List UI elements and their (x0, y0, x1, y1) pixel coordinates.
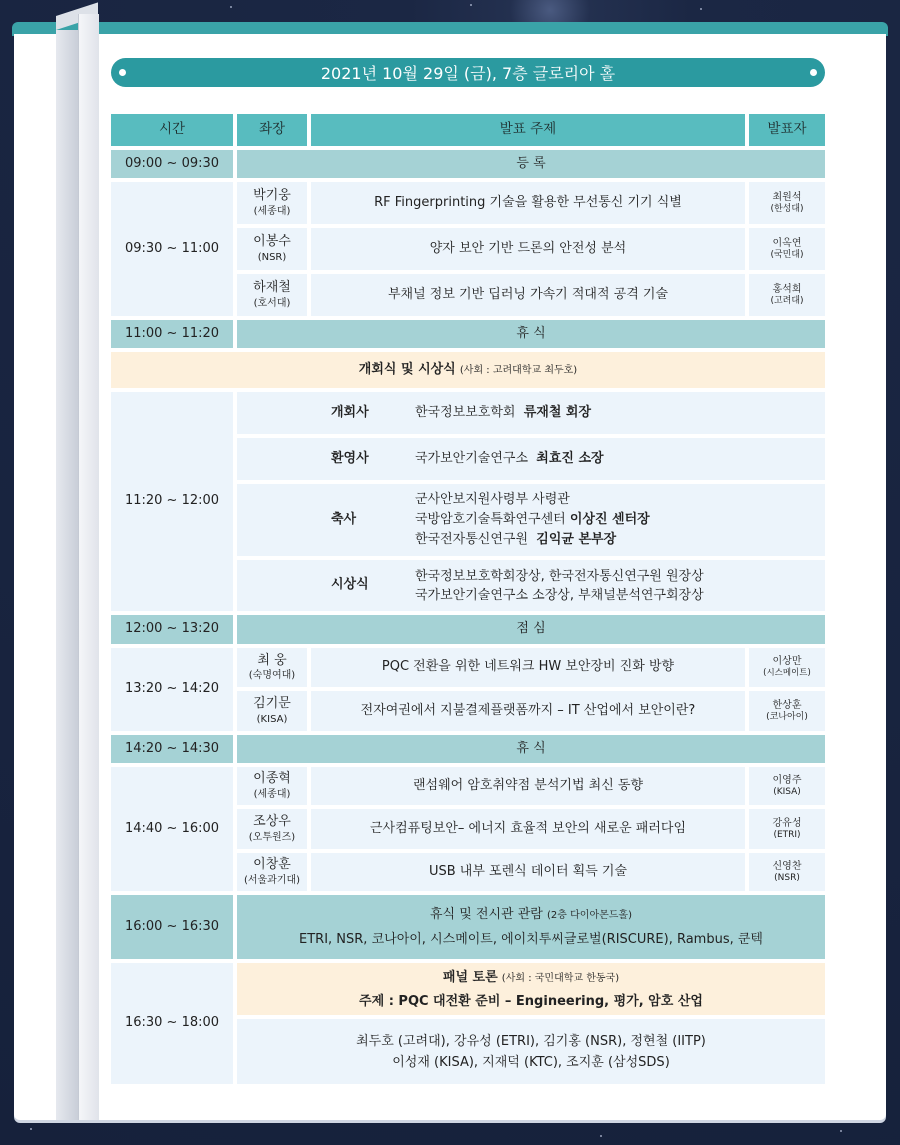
bullet-dot-right (810, 69, 817, 76)
welcome-address-row (237, 438, 825, 480)
time-cell: 09:30 ~ 11:00 (111, 182, 233, 316)
opening-address-row (237, 392, 825, 434)
ceremony-title: 개회식 및 시상식 (358, 361, 456, 377)
time-cell: 16:00 ~ 16:30 (111, 895, 233, 959)
time-cell: 16:30 ~ 18:00 (111, 963, 233, 1084)
speaker-cell (749, 809, 825, 849)
bullet-dot-left (119, 69, 126, 76)
registration-bar: 등 록 (237, 150, 825, 178)
item-person: 류재철 회장 (523, 404, 592, 420)
item-line: 국가보안기술연구소 소장상, 부채널분석연구회장상 (415, 588, 704, 603)
speaker-cell (749, 767, 825, 805)
item-line: 한국정보보호학회장상, 한국전자통신연구원 원장상 (415, 569, 704, 584)
panel-host: (사회 : 국민대학교 한동국) (501, 972, 620, 984)
header-time: 시간 (111, 114, 233, 146)
speaker-cell (749, 691, 825, 731)
book-spine (56, 30, 78, 1120)
topic-cell: 전자여권에서 지불결제플랫폼까지 – IT 산업에서 보안이란? (311, 691, 745, 731)
item-label: 개회사 (331, 404, 369, 420)
speaker-name: 홍석희 (772, 283, 802, 295)
speaker-cell (749, 648, 825, 687)
time-cell: 11:00 ~ 11:20 (111, 320, 233, 348)
speaker-name: 신영찬 (772, 860, 802, 872)
banner-title: 2021년 10월 29일 (금), 7층 글로리아 홀 (320, 64, 616, 83)
chair-cell (237, 809, 307, 849)
topic-cell: 양자 보안 기반 드론의 안전성 분석 (311, 228, 745, 270)
exhibitor-list: ETRI, NSR, 코나아이, 시스메이트, 에이치투씨글로벌(RISCURE), Rambus, 쿤텍 (299, 931, 763, 947)
item-org: 국가보안기술연구소 (415, 450, 529, 466)
exhibition-title: 휴식 및 전시관 관람 (430, 906, 543, 922)
chair-name: 이봉수 (253, 234, 291, 250)
time-cell: 14:40 ~ 16:00 (111, 767, 233, 891)
item-label: 시상식 (331, 577, 369, 593)
ceremony-host: (사회 : 고려대학교 최두호) (459, 364, 578, 376)
speaker-name: 이상만 (772, 656, 802, 668)
chair-cell (237, 274, 307, 316)
speaker-name: 강유성 (772, 817, 802, 829)
book-spine-page (78, 14, 99, 1120)
speaker-cell (749, 228, 825, 270)
chair-name: 하재철 (253, 280, 291, 296)
chair-org: (숙명여대) (248, 670, 296, 682)
lunch-bar: 점 심 (237, 615, 825, 644)
chair-cell (237, 648, 307, 687)
speaker-org: (국민대) (770, 249, 804, 260)
chair-cell (237, 691, 307, 731)
panel-title: 패널 토론 (442, 969, 498, 985)
chair-name: 이종혁 (253, 771, 291, 787)
congratulatory-address-row (237, 484, 825, 556)
break-bar: 휴 식 (237, 320, 825, 348)
panelist-line: 이성재 (KISA), 지재덕 (KTC), 조지훈 (삼성SDS) (392, 1054, 670, 1070)
panel-theme: 주제 : PQC 대전환 준비 – Engineering, 평가, 암호 산업 (359, 993, 703, 1009)
chair-org: (세종대) (253, 788, 291, 800)
speaker-org: (KISA) (773, 786, 801, 797)
speaker-org: (한성대) (770, 203, 804, 214)
item-person: 이상진 센터장 (569, 512, 650, 527)
date-banner (111, 58, 825, 87)
chair-org: (오투원즈) (248, 831, 296, 843)
topic-cell: RF Fingerprinting 기술을 활용한 무선통신 기기 식별 (311, 182, 745, 224)
time-cell: 14:20 ~ 14:30 (111, 735, 233, 763)
item-label: 축사 (331, 511, 357, 527)
item-person: 김익균 본부장 (536, 532, 617, 547)
speaker-org: (코나아이) (766, 711, 808, 722)
speaker-name: 최원석 (772, 191, 802, 203)
panel-header (237, 963, 825, 1015)
chair-name: 이창훈 (253, 857, 291, 873)
time-cell: 13:20 ~ 14:20 (111, 648, 233, 731)
header-chair: 좌장 (237, 114, 307, 146)
topic-cell: 랜섬웨어 암호취약점 분석기법 최신 동향 (311, 767, 745, 805)
speaker-cell (749, 182, 825, 224)
speaker-name: 이옥연 (772, 237, 802, 249)
time-cell: 12:00 ~ 13:20 (111, 615, 233, 644)
time-cell: 11:20 ~ 12:00 (111, 392, 233, 611)
item-label: 환영사 (331, 450, 369, 466)
item-org: 한국정보보호학회 (415, 404, 516, 420)
topic-cell: 부채널 정보 기반 딥러닝 가속기 적대적 공격 기술 (311, 274, 745, 316)
chair-org: (NSR) (257, 251, 287, 263)
chair-cell (237, 228, 307, 270)
chair-name: 박기웅 (253, 188, 291, 204)
chair-cell (237, 182, 307, 224)
time-cell: 09:00 ~ 09:30 (111, 150, 233, 178)
chair-cell (237, 767, 307, 805)
speaker-name: 한상훈 (772, 699, 802, 711)
header-speaker: 발표자 (749, 114, 825, 146)
chair-org: (호서대) (253, 297, 291, 309)
exhibition-bar (237, 895, 825, 959)
topic-cell: PQC 전환을 위한 네트워크 HW 보안장비 진화 방향 (311, 648, 745, 687)
chair-name: 조상우 (253, 814, 291, 830)
item-line: 군사안보지원사령부 사령관 (415, 492, 570, 507)
item-person: 최효진 소장 (536, 450, 604, 466)
panelist-line: 최두호 (고려대), 강유성 (ETRI), 김기홍 (NSR), 정현철 (IITP) (356, 1033, 706, 1049)
chair-org: (서울과기대) (243, 874, 301, 886)
speaker-cell (749, 853, 825, 891)
speaker-org: (시스메이트) (763, 668, 811, 679)
topic-cell: 근사컴퓨팅보안– 에너지 효율적 보안의 새로운 패러다임 (311, 809, 745, 849)
speaker-org: (NSR) (774, 872, 800, 883)
header-topic: 발표 주제 (311, 114, 745, 146)
chair-cell (237, 853, 307, 891)
awards-row (237, 560, 825, 611)
panelists (237, 1019, 825, 1084)
break-bar: 휴 식 (237, 735, 825, 763)
speaker-cell (749, 274, 825, 316)
speaker-name: 이영주 (772, 774, 802, 786)
chair-org: (세종대) (253, 205, 291, 217)
chair-org: (KISA) (256, 713, 288, 725)
speaker-org: (고려대) (770, 295, 804, 306)
chair-name: 김기문 (253, 696, 291, 712)
exhibition-place: (2층 다이아몬드홀) (547, 909, 632, 921)
chair-name: 최 웅 (257, 652, 287, 668)
topic-cell: USB 내부 포렌식 데이터 획득 기술 (311, 853, 745, 891)
ceremony-bar (111, 352, 825, 388)
item-org: 한국전자통신연구원 (415, 532, 529, 547)
item-org: 국방암호기술특화연구센터 (415, 512, 566, 527)
speaker-org: (ETRI) (773, 829, 801, 840)
